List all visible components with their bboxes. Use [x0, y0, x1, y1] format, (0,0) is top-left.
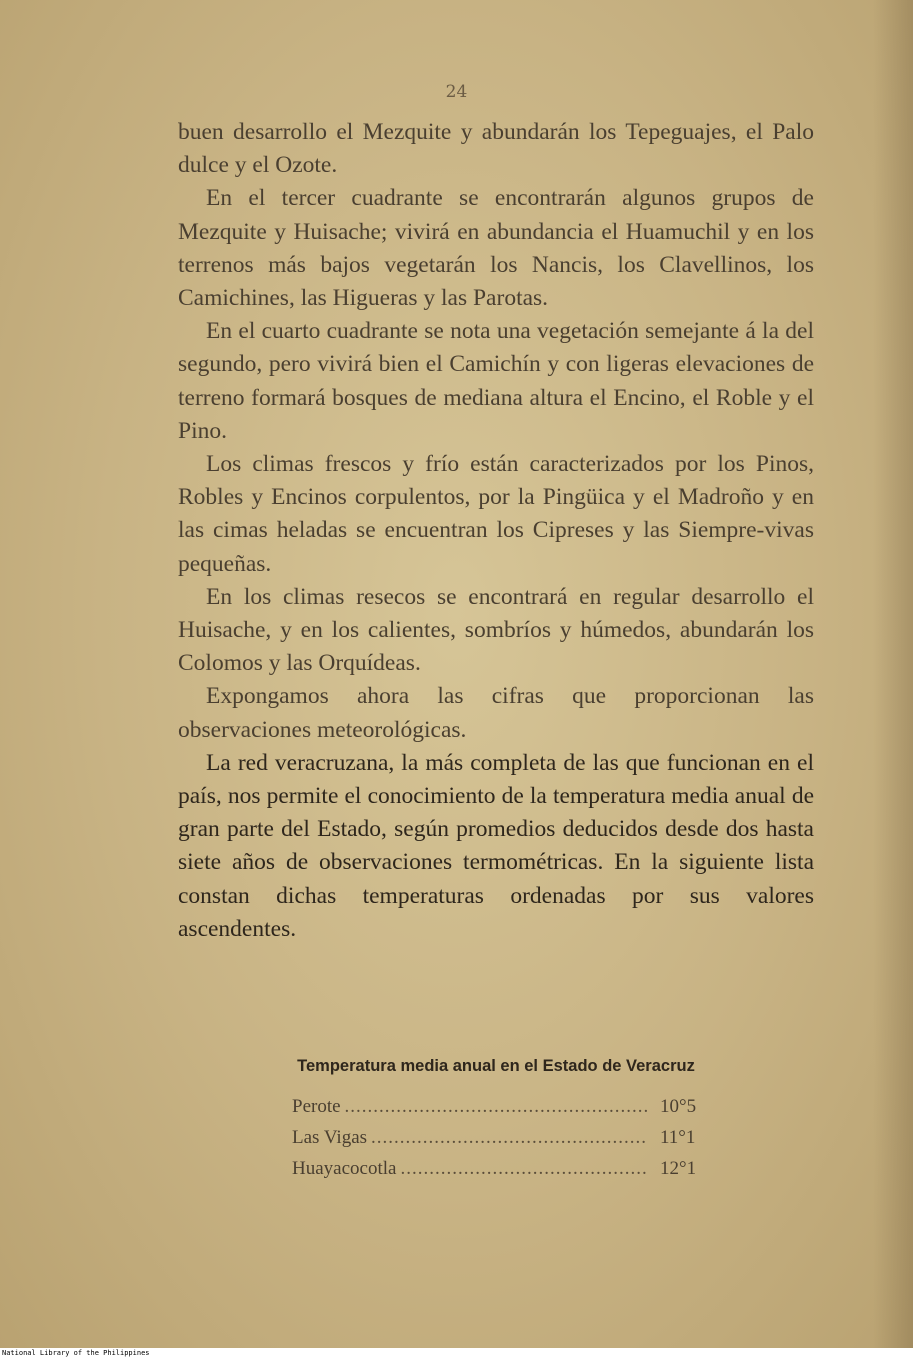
paragraph-7: La red veracruzana, la más completa de las que funcionan en el país, nos permite el conocimiento de la temperatura media anual de gran parte del Estado, según promedios deducidos desde dos hasta siete años de observaciones termométricas. En la siguiente lista constan dichas temperaturas ordenadas por sus valores ascendentes.	[178, 749, 814, 942]
table-title: Temperatura media anual en el Estado de Veracruz	[297, 1057, 695, 1075]
temperature-value: 10°5	[660, 1096, 697, 1117]
place-name: Huayacocotla	[292, 1158, 397, 1179]
page-number: 24	[445, 82, 468, 102]
paragraph-1: buen desarrollo el Mezquite y abundarán los Tepeguajes, el Palo dulce y el Ozote.	[178, 119, 814, 179]
paragraph-6: Expongamos ahora las cifras que proporcionan las observaciones meteorológicas.	[178, 683, 814, 743]
page-edge-shadow	[873, 0, 913, 1358]
paragraph-4: Los climas frescos y frío están caracterizados por los Pinos, Robles y Encinos corpulentos, por la Pingüica y el Madroño y en las cimas heladas se encuentran los Cipreses y las Siempre-vivas pequeñas.	[178, 451, 814, 577]
dot-leader	[371, 1127, 648, 1149]
dot-leader	[345, 1096, 648, 1118]
temperature-row	[292, 1096, 712, 1127]
temperature-list	[292, 1096, 712, 1189]
temperature-value: 12°1	[660, 1158, 697, 1179]
place-name: Las Vigas	[292, 1127, 368, 1148]
library-credit: National Library of the Philippines	[0, 1348, 913, 1358]
temperature-row	[292, 1158, 712, 1189]
paragraph-2: En el tercer cuadrante se encontrarán algunos grupos de Mezquite y Huisache; vivirá en abundancia el Huamuchil y en los terrenos más bajos vegetarán los Nancis, los Clavellinos, los Camichines, las Higueras y las Parotas.	[178, 185, 814, 312]
place-name: Perote	[292, 1096, 341, 1117]
dot-leader	[400, 1158, 648, 1180]
paragraph-5: En los climas resecos se encontrará en regular desarrollo el Huisache, y en los calientes, sombríos y húmedos, abundarán los Colomos y las Orquídeas.	[178, 583, 814, 677]
body-text	[178, 116, 814, 946]
paragraph-3: En el cuarto cuadrante se nota una vegetación semejante á la del segundo, pero vivirá bien el Camichín y con ligeras elevaciones de terreno formará bosques de mediana altura el Encino, el Roble y el Pino.	[178, 318, 814, 444]
temperature-value: 11°1	[660, 1127, 696, 1148]
temperature-row	[292, 1127, 712, 1158]
